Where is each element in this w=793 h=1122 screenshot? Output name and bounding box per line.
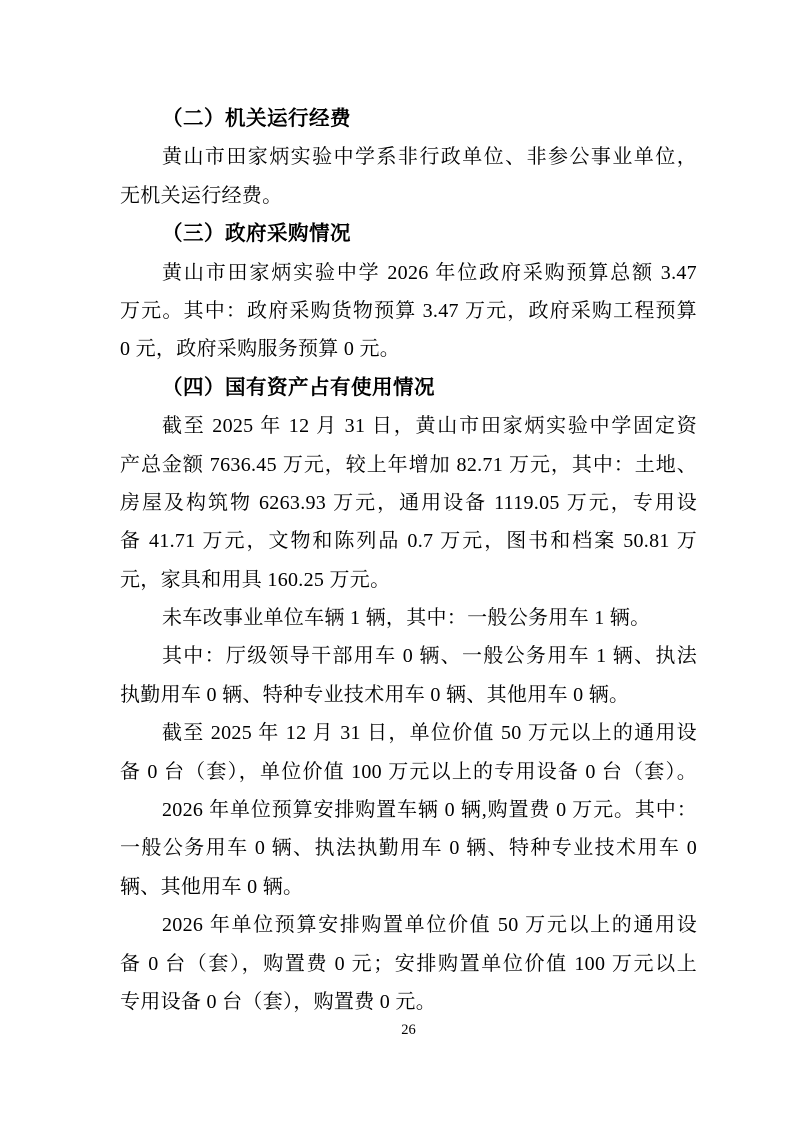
text-line: 辆、其他用车 0 辆。: [120, 875, 304, 898]
text-line: 房屋及构筑物 6263.93 万元，通用设备 1119.05 万元，专用设: [120, 491, 697, 514]
text-line: 产总金额 7636.45 万元，较上年增加 82.71 万元，其中：土地、: [120, 453, 697, 476]
text-line: 其中：厅级领导干部用车 0 辆、一般公务用车 1 辆、执法: [162, 645, 697, 668]
text-line: 黄山市田家炳实验中学 2026 年位政府采购预算总额 3.47: [162, 261, 697, 284]
section-heading-4: （四）国有资产占有使用情况: [162, 375, 435, 399]
text-line: 备 0 台（套），单位价值 100 万元以上的专用设备 0 台（套）。: [120, 760, 697, 783]
text-line: 备 41.71 万元，文物和陈列品 0.7 万元，图书和档案 50.81 万: [120, 530, 697, 553]
text-line: 执勤用车 0 辆、特种专业技术用车 0 辆、其他用车 0 辆。: [120, 683, 630, 706]
page-number: 26: [401, 1022, 416, 1038]
text-line: 截至 2025 年 12 月 31 日，黄山市田家炳实验中学固定资: [162, 415, 697, 438]
text-line: 无机关运行经费。: [120, 184, 283, 207]
text-line: 未车改事业单位车辆 1 辆，其中：一般公务用车 1 辆。: [162, 607, 651, 630]
section-heading-3: （三）政府采购情况: [162, 222, 351, 246]
text-line: 一般公务用车 0 辆、执法执勤用车 0 辆、特种专业技术用车 0: [120, 837, 697, 860]
text-line: 黄山市田家炳实验中学系非行政单位、非参公事业单位，: [162, 146, 697, 169]
text-line: 0 元，政府采购服务预算 0 元。: [120, 338, 401, 361]
text-line: 专用设备 0 台（套），购置费 0 元。: [120, 990, 436, 1013]
text-line: 备 0 台（套），购置费 0 元；安排购置单位价值 100 万元以上: [120, 952, 697, 975]
text-line: 万元。其中：政府采购货物预算 3.47 万元，政府采购工程预算: [120, 299, 697, 322]
text-line: 元，家具和用具 160.25 万元。: [120, 568, 391, 591]
section-heading-2: （二）机关运行经费: [162, 107, 351, 130]
text-line: 截至 2025 年 12 月 31 日，单位价值 50 万元以上的通用设: [162, 722, 697, 745]
text-line: 2026 年单位预算安排购置车辆 0 辆,购置费 0 万元。其中：: [162, 799, 697, 822]
document-content: [120, 100, 697, 1021]
text-line: 2026 年单位预算安排购置单位价值 50 万元以上的通用设: [162, 914, 697, 937]
